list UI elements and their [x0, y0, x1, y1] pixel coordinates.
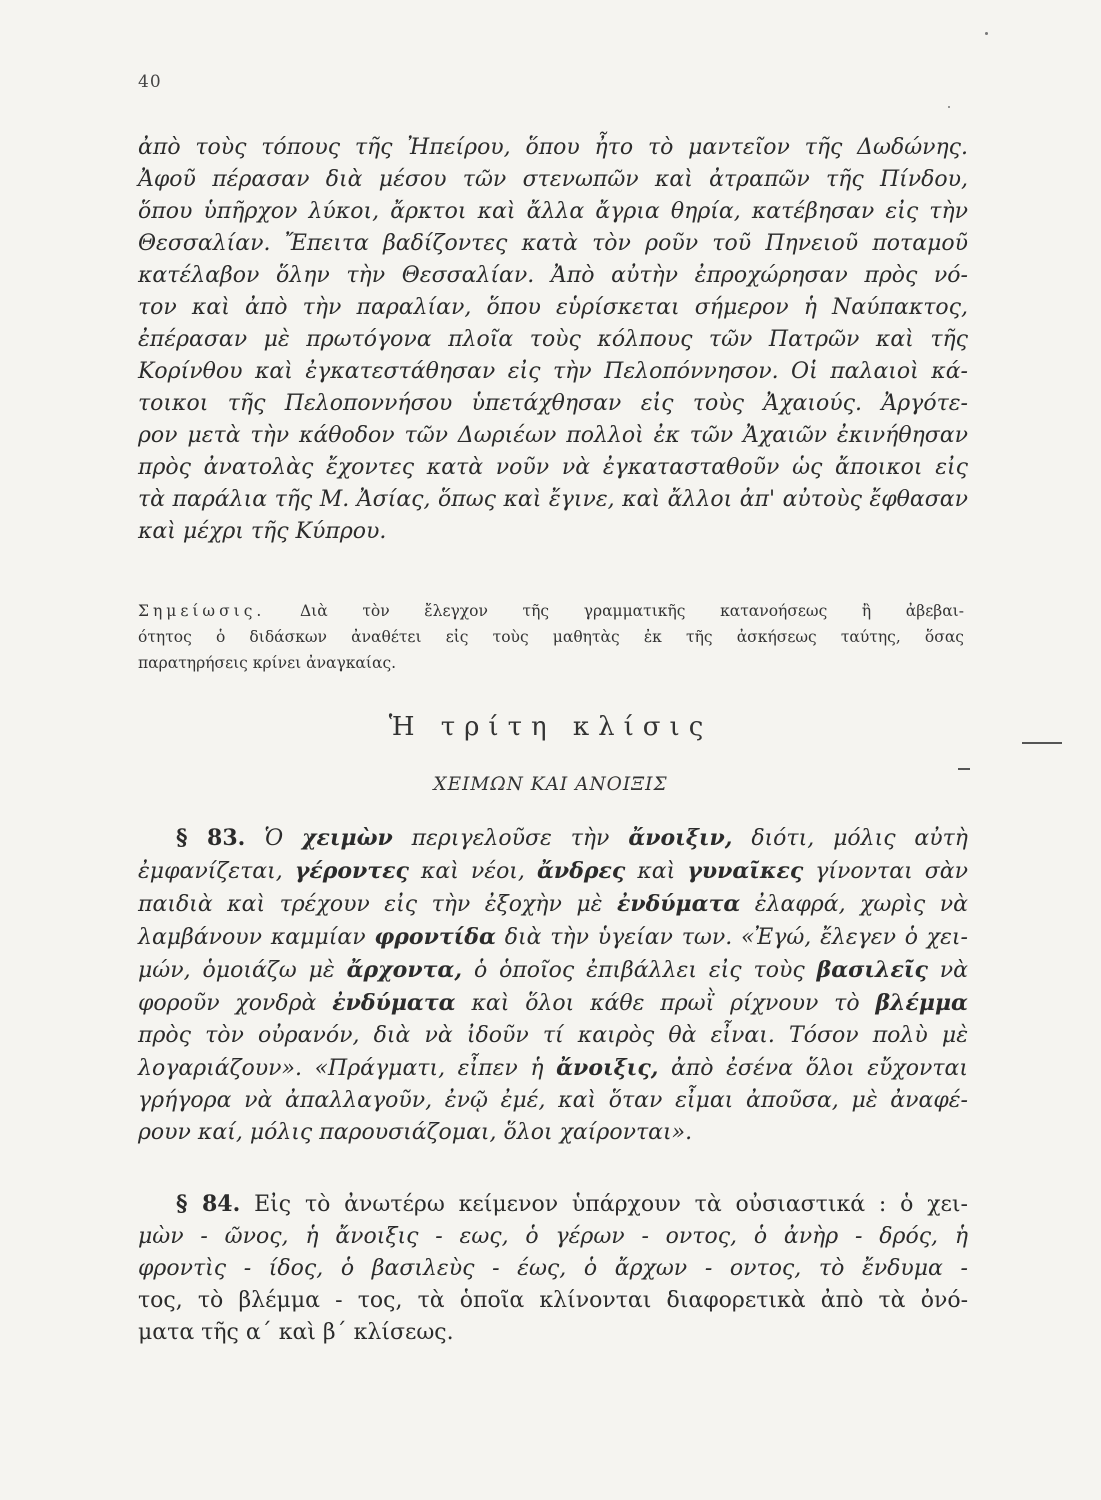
- text-line: Θεσσαλίαν. Ἔπειτα βαδίζοντες κατὰ τὸν ροῦν τοῦ Πηνειοῦ ποταμοῦ: [138, 231, 968, 256]
- text-run: ἐλαφρά, χωρὶς νὰ: [754, 892, 968, 917]
- bold-term: ἄνδρες: [537, 858, 626, 884]
- text-line: πρὸς ἀνατολὰς ἔχοντες κατὰ νοῦν νὰ ἐγκατασταθοῦν ὡς ἄποικοι εἰς: [138, 455, 968, 480]
- bold-term: χειμὼν: [301, 825, 393, 851]
- text-line: ἐπέρασαν μὲ πρωτόγονα πλοῖα τοὺς κόλπους τῶν Πατρῶν καὶ τῆς: [138, 327, 968, 352]
- text-run: ὁ ὁποῖος ἐπιβάλλει εἰς τοὺς: [473, 958, 805, 983]
- paper-mark: [1022, 742, 1062, 744]
- text-run: διὰ τὴν ὑγείαν των. «Ἐγώ, ἔλεγεν ὁ χει-: [504, 925, 968, 950]
- text-line: μὼν - ῶνος, ἡ ἄνοιξις - εως, ὁ γέρων - οντος, ὁ ἀνὴρ - δρός, ἡ: [138, 1224, 968, 1249]
- bold-term: βασιλεῖς: [816, 957, 928, 983]
- note-text: παρατηρήσεις κρίνει ἀναγκαίας.: [138, 654, 397, 672]
- bold-term: φροντίδα: [374, 924, 496, 950]
- bold-term: γυναῖκες: [687, 858, 804, 884]
- text-line: τος, τὸ βλέμμα - τος, τὰ ὁποῖα κλίνονται διαφορετικὰ ἀπὸ τὰ ὀνό-: [138, 1288, 968, 1313]
- text-run: περιγελοῦσε τὴν: [411, 826, 610, 851]
- bold-term: ἐνδύματα: [332, 990, 456, 1016]
- text-line: ὅπου ὑπῆρχον λύκοι, ἄρκτοι καὶ ἄλλα ἄγρια θηρία, κατέβησαν εἰς τὴν: [138, 199, 968, 224]
- text-run: νὰ: [939, 958, 969, 983]
- text-run: ἀπὸ ἐσένα ὅλοι εὔχονται: [670, 1056, 968, 1081]
- section-subheading: ΧΕΙΜΩΝ ΚΑΙ ΑΝΟΙΞΙΣ: [433, 774, 668, 795]
- text-run: λαμβάνουν καμμίαν: [138, 925, 366, 950]
- note-block: [138, 598, 964, 676]
- paper-speck: [948, 106, 950, 108]
- bold-term: βλέμμα: [875, 990, 968, 1016]
- paper-speck: [985, 32, 988, 35]
- bold-term: ἄρχοντα,: [346, 957, 462, 983]
- bold-term: ἄνοιξις,: [556, 1055, 659, 1081]
- paragraph-1: [138, 132, 968, 548]
- bold-term: γέροντες: [294, 858, 409, 884]
- text-line: γρήγορα νὰ ἀπαλλαγοῦν, ἐνῷ ἐμέ, καὶ ὅταν εἶμαι ἀποῦσα, μὲ ἀναφέ-: [138, 1088, 968, 1113]
- text-run: καὶ ὅλοι κάθε πρωῒ ρίχνουν τὸ: [471, 991, 860, 1016]
- text-run: καὶ νέοι,: [420, 859, 525, 884]
- text-run: φοροῦν χονδρὰ: [138, 991, 317, 1016]
- text-line: Ἀφοῦ πέρασαν διὰ μέσου τῶν στενωπῶν καὶ ἀτραπῶν τῆς Πίνδου,: [138, 167, 968, 192]
- note-label: Σημείωσις.: [138, 602, 266, 620]
- text-line: ρον μετὰ τὴν κάθοδον τῶν Δωριέων πολλοὶ ἐκ τῶν Ἀχαιῶν ἐκινήθησαν: [138, 423, 968, 448]
- section-number: § 84.: [176, 1191, 241, 1217]
- text-run: Εἰς τὸ ἀνωτέρω κείμενον ὑπάρχουν τὰ οὐσιαστικά : ὁ χει-: [254, 1192, 968, 1217]
- text-run: λογαριάζουν». «Πράγματι, εἶπεν ἡ: [138, 1056, 544, 1081]
- bold-term: ἐνδύματα: [616, 891, 741, 917]
- text-line: ἀπὸ τοὺς τόπους τῆς Ἠπείρου, ὅπου ἦτο τὸ μαντεῖον τῆς Δωδώνης.: [138, 135, 968, 160]
- text-line: φροντὶς - ίδος, ὁ βασιλεὺς - έως, ὁ ἄρχων - οντος, τὸ ἔνδυμα -: [138, 1256, 968, 1281]
- text-run: γίνονται σὰν: [815, 859, 969, 884]
- text-line: τοικοι τῆς Πελοποννήσου ὑπετάχθησαν εἰς τοὺς Ἀχαιούς. Ἀργότε-: [138, 391, 968, 416]
- text-line: πρὸς τὸν οὐρανόν, διὰ νὰ ἰδοῦν τί καιρὸς θὰ εἶναι. Τόσον πολὺ μὲ: [138, 1023, 968, 1048]
- bold-term: ἄνοιξιν,: [628, 825, 733, 851]
- text-line: κατέλαβον ὅλην τὴν Θεσσαλίαν. Ἀπὸ αὐτὴν ἐπροχώρησαν πρὸς νό-: [138, 263, 968, 288]
- note-text: Διὰ τὸν ἔλεγχον τῆς γραμματικῆς κατανοήσεως ἢ ἀβεβαι-: [299, 602, 964, 620]
- text-run: Ὁ: [264, 826, 284, 851]
- text-run: μών, ὁμοιάζω μὲ: [138, 958, 335, 983]
- text-line: καὶ μέχρι τῆς Κύπρου.: [138, 519, 387, 544]
- note-text: ότητος ὁ διδάσκων ἀναθέτει εἰς τοὺς μαθητὰς ἐκ τῆς ἀσκήσεως ταύτης, ὅσας: [138, 628, 964, 646]
- section-heading: Ἡ τρίτη κλίσις: [388, 712, 713, 742]
- section-number: § 83.: [176, 825, 246, 851]
- text-line: ματα τῆς α΄ καὶ β΄ κλίσεως.: [138, 1320, 454, 1345]
- text-run: παιδιὰ καὶ τρέχουν εἰς τὴν ἐξοχὴν μὲ: [138, 892, 603, 917]
- text-line: ρουν καί, μόλις παρουσιάζομαι, ὅλοι χαίρονται».: [138, 1120, 693, 1145]
- text-run: διότι, μόλις αὐτὴ: [751, 826, 968, 851]
- text-line: Κορίνθου καὶ ἐγκατεστάθησαν εἰς τὴν Πελοπόννησον. Οἱ παλαιοὶ κά-: [138, 359, 968, 384]
- text-run: ἐμφανίζεται,: [138, 859, 283, 884]
- text-line: τον καὶ ἀπὸ τὴν παραλίαν, ὅπου εὑρίσκεται σήμερον ἡ Ναύπακτος,: [138, 295, 968, 320]
- paper-mark: [958, 768, 970, 770]
- text-line: τὰ παράλια τῆς Μ. Ἀσίας, ὅπως καὶ ἔγινε, καὶ ἄλλοι ἀπ' αὐτοὺς ἔφθασαν: [138, 487, 968, 512]
- section-83: [138, 822, 968, 1149]
- text-run: καὶ: [637, 859, 676, 884]
- page-number: 40: [138, 72, 162, 92]
- section-84: [138, 1188, 968, 1349]
